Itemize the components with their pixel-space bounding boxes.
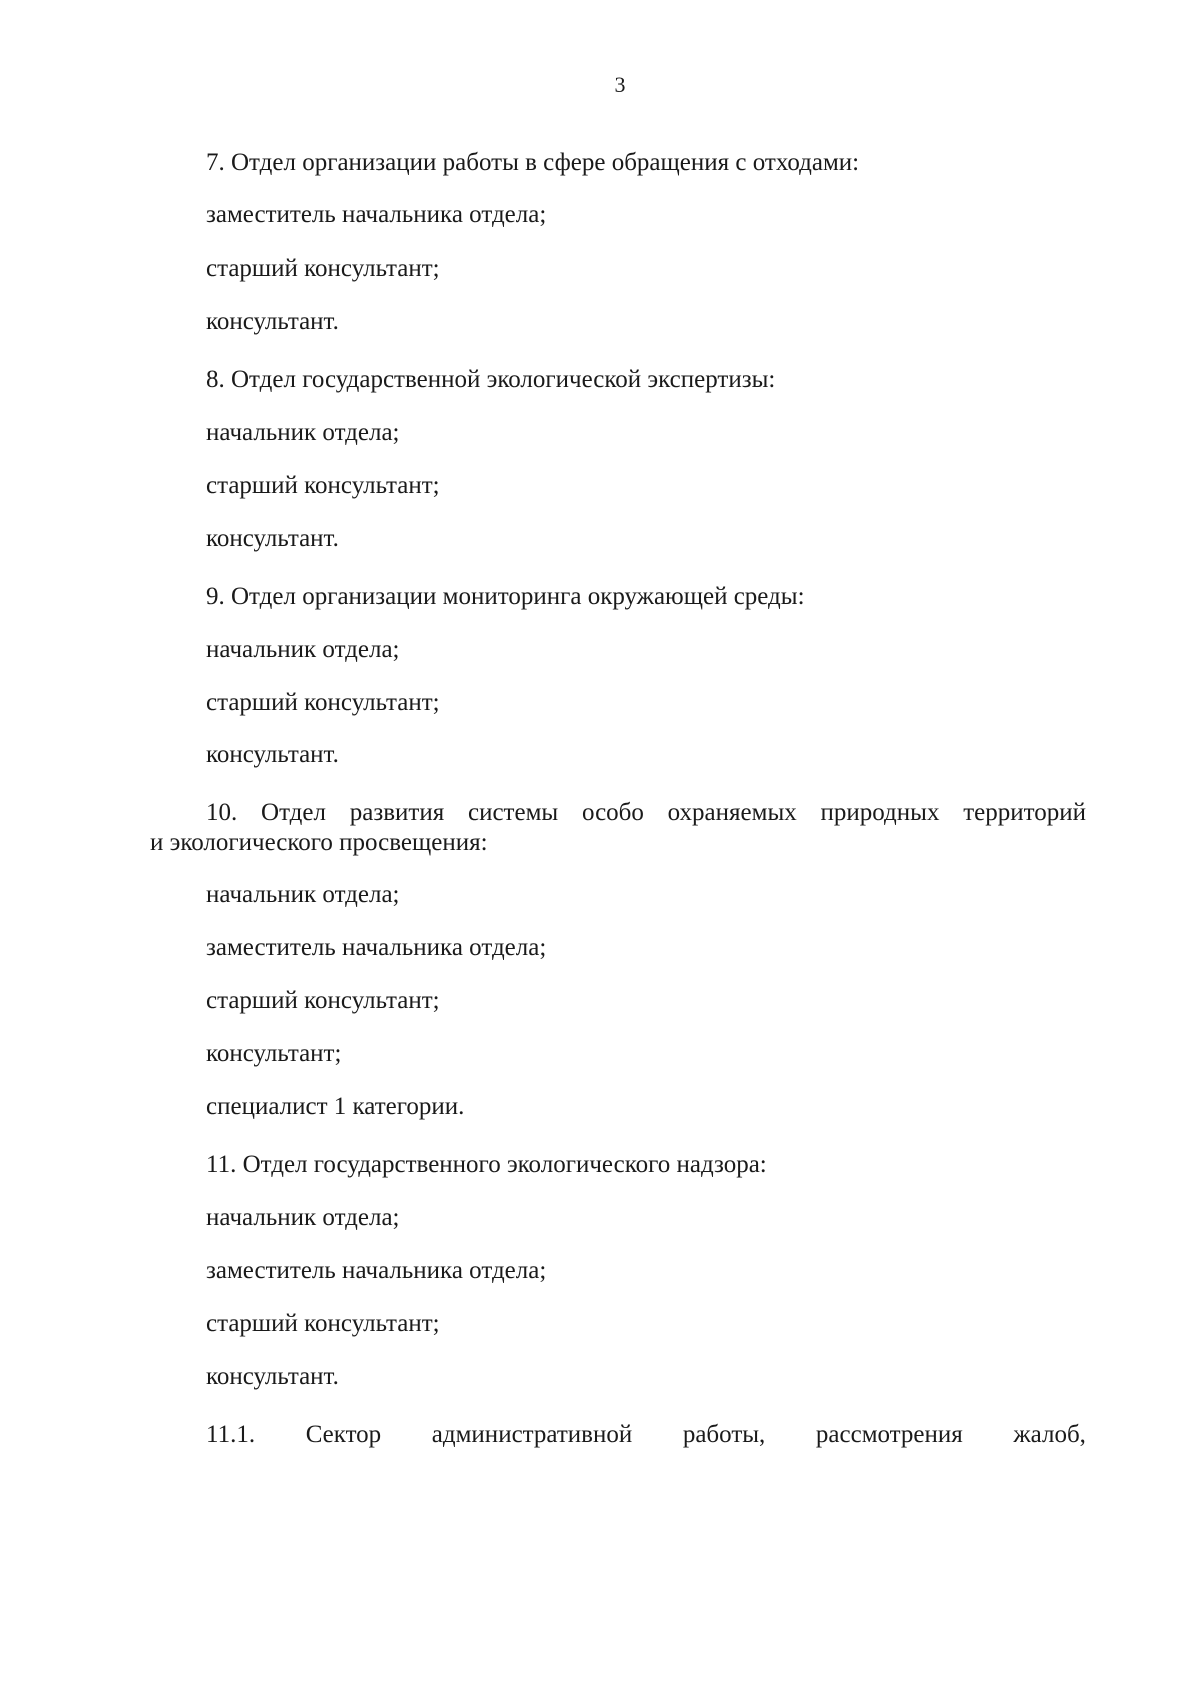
section-9-heading: 9. Отдел организации мониторинга окружающей среды:: [206, 583, 805, 610]
list-item: консультант;: [206, 1040, 342, 1067]
list-item: консультант.: [206, 741, 339, 768]
list-item: старший консультант;: [206, 689, 440, 716]
list-item: консультант.: [206, 308, 339, 335]
list-item: заместитель начальника отдела;: [206, 1257, 547, 1284]
list-item: старший консультант;: [206, 1310, 440, 1337]
list-item: заместитель начальника отдела;: [206, 201, 547, 228]
section-11-1-word: работы,: [682, 1421, 766, 1448]
list-item: начальник отдела;: [206, 881, 400, 908]
section-7-heading: 7. Отдел организации работы в сфере обращения с отходами:: [206, 149, 860, 176]
section-11-1-word: рассмотрения: [815, 1421, 963, 1448]
section-8-heading: 8. Отдел государственной экологической экспертизы:: [206, 366, 776, 393]
list-item: заместитель начальника отдела;: [206, 934, 547, 961]
list-item: начальник отдела;: [206, 1204, 400, 1231]
section-10-heading: 10. Отдел развития системы особо охраняемых природных территорий: [206, 799, 1086, 826]
section-11-1-word: административной: [431, 1421, 633, 1448]
list-item: старший консультант;: [206, 987, 440, 1014]
list-item: специалист 1 категории.: [206, 1093, 465, 1120]
list-item: старший консультант;: [206, 255, 440, 282]
list-item: начальник отдела;: [206, 419, 400, 446]
list-item: начальник отдела;: [206, 636, 400, 663]
section-10-heading-continued: и экологического просвещения:: [150, 829, 488, 856]
section-11-1-word: жалоб,: [1013, 1421, 1086, 1448]
list-item: старший консультант;: [206, 472, 440, 499]
section-11-1-heading: [206, 1420, 1086, 1450]
section-11-1-word: 11.1.: [206, 1421, 256, 1448]
page-number: 3: [614, 72, 626, 97]
list-item: консультант.: [206, 1363, 339, 1390]
section-11-1-word: Сектор: [305, 1421, 382, 1448]
section-11-heading: 11. Отдел государственного экологического надзора:: [206, 1151, 767, 1178]
list-item: консультант.: [206, 525, 339, 552]
